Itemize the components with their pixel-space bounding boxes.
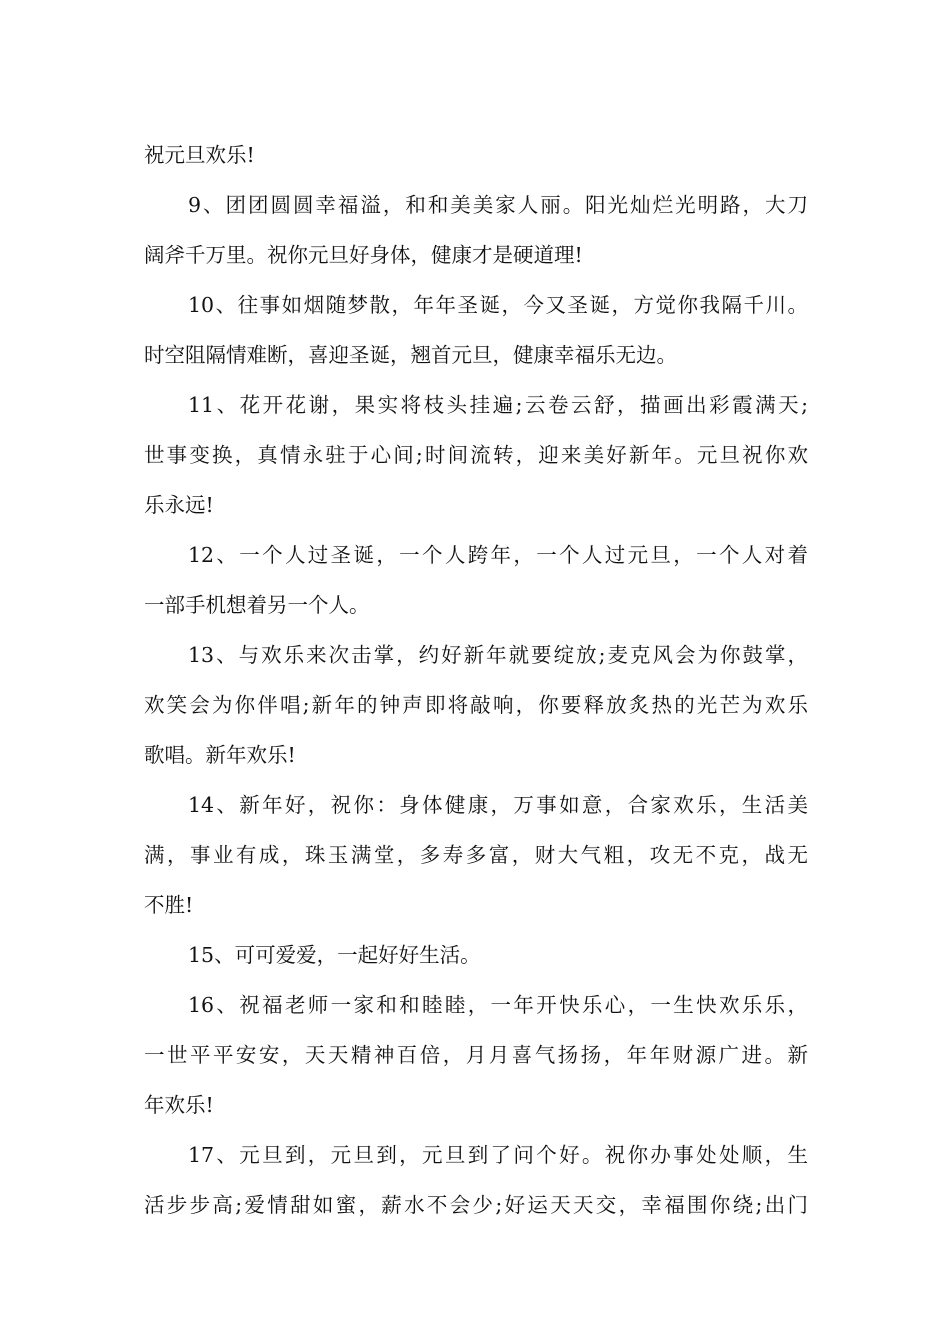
text-line: 乐永远! <box>144 493 214 517</box>
text-line: 14、新年好，祝你：身体健康，万事如意，合家欢乐，生活美 <box>188 793 808 817</box>
text-line: 年欢乐! <box>144 1093 214 1117</box>
document-body <box>144 130 808 1230</box>
text-line: 祝元旦欢乐! <box>144 143 255 167</box>
text-line: 歌唱。新年欢乐! <box>144 743 296 767</box>
text-line: 不胜! <box>144 893 194 917</box>
text-line: 时空阻隔情难断，喜迎圣诞，翘首元旦，健康幸福乐无边。 <box>144 343 677 367</box>
text-line: 满，事业有成，珠玉满堂，多寿多富，财大气粗，攻无不克，战无 <box>144 843 808 867</box>
text-line: 13、与欢乐来次击掌，约好新年就要绽放;麦克风会为你鼓掌， <box>188 643 808 667</box>
text-line: 一世平平安安，天天精神百倍，月月喜气扬扬，年年财源广进。新 <box>144 1043 808 1067</box>
text-line: 活步步高;爱情甜如蜜，薪水不会少;好运天天交，幸福围你绕;出门 <box>144 1193 808 1217</box>
text-line: 欢笑会为你伴唱;新年的钟声即将敲响，你要释放炙热的光芒为欢乐 <box>144 693 808 717</box>
text-line: 17、元旦到，元旦到，元旦到了问个好。祝你办事处处顺，生 <box>188 1143 808 1167</box>
text-line: 阔斧千万里。祝你元旦好身体，健康才是硬道理! <box>144 243 583 267</box>
text-line: 9、团团圆圆幸福溢，和和美美家人丽。阳光灿烂光明路，大刀 <box>188 193 808 217</box>
text-line: 10、往事如烟随梦散，年年圣诞，今又圣诞，方觉你我隔千川。 <box>188 293 808 317</box>
text-line: 12、一个人过圣诞，一个人跨年，一个人过元旦，一个人对着 <box>188 543 808 567</box>
text-line: 15、可可爱爱，一起好好生活。 <box>188 943 481 967</box>
text-line: 一部手机想着另一个人。 <box>144 593 370 617</box>
text-line: 11、花开花谢，果实将枝头挂遍;云卷云舒，描画出彩霞满天; <box>188 393 808 417</box>
text-line: 16、祝福老师一家和和睦睦，一年开快乐心，一生快欢乐乐， <box>188 993 808 1017</box>
text-line: 世事变换，真情永驻于心间;时间流转，迎来美好新年。元旦祝你欢 <box>144 443 808 467</box>
